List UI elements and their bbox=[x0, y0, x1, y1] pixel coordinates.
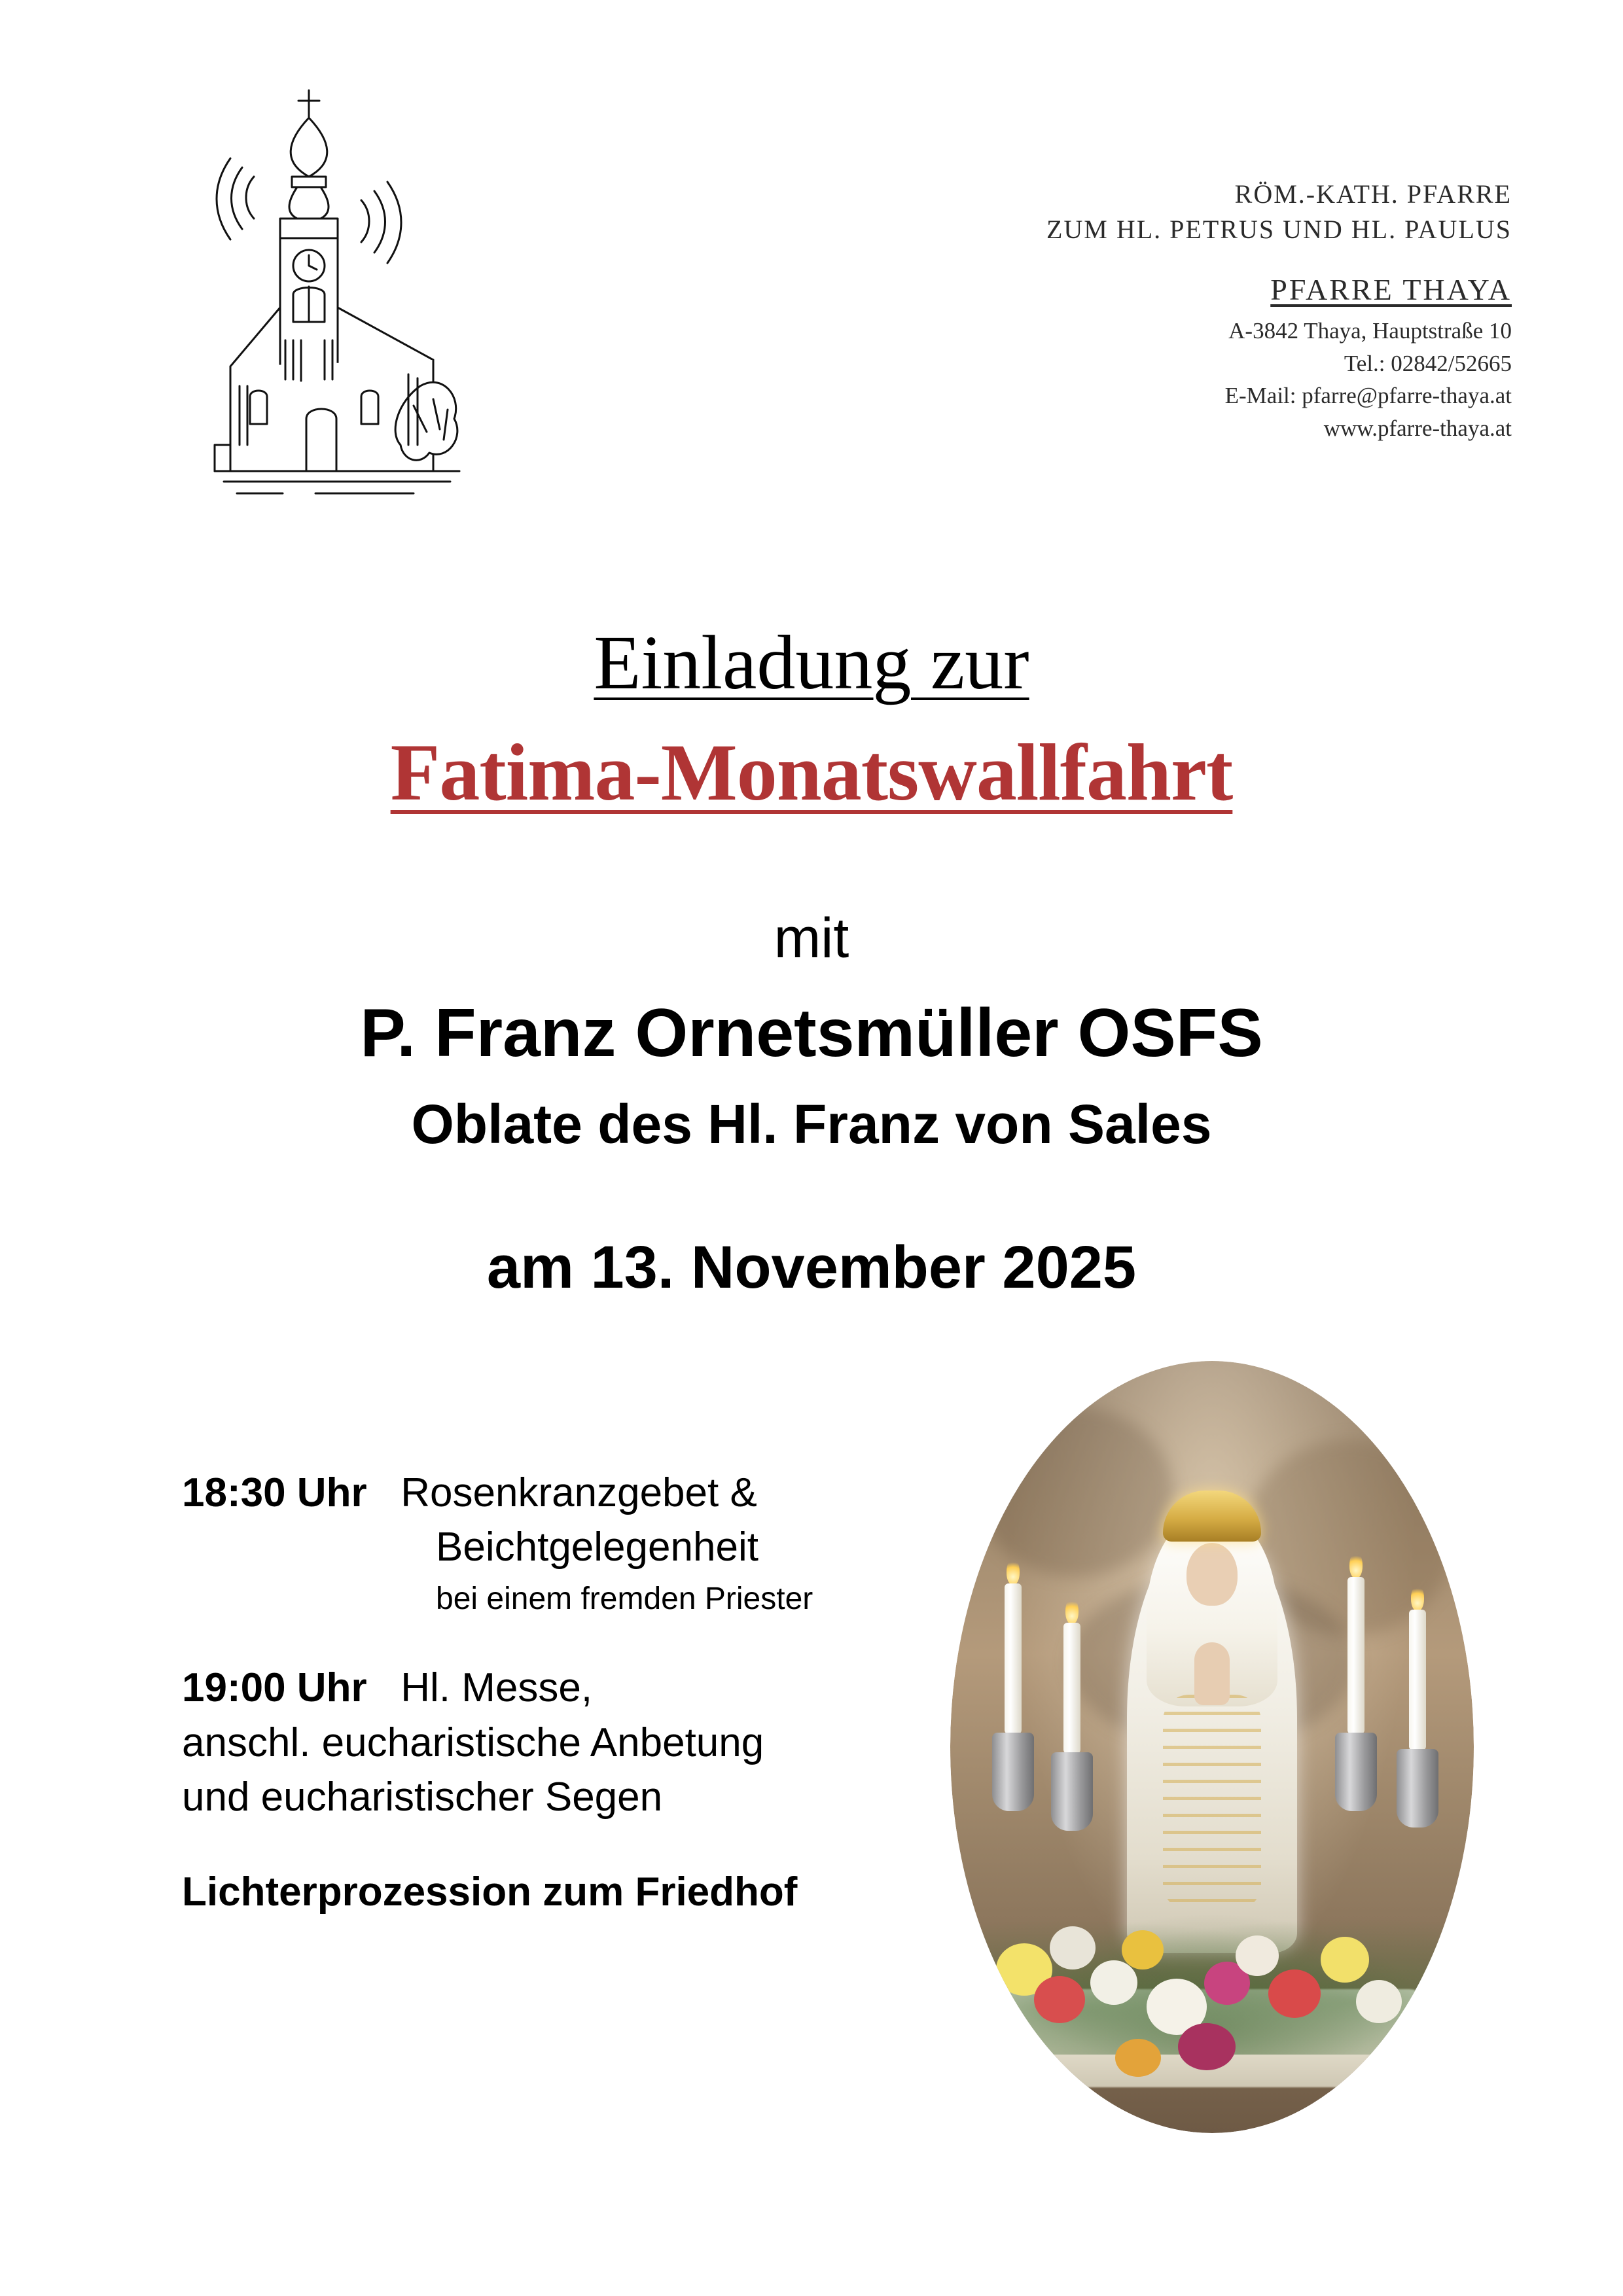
fatima-statue-photo bbox=[950, 1361, 1474, 2133]
parish-email: E-Mail: pfarre@pfarre-thaya.at bbox=[1224, 383, 1512, 409]
parish-line1: RÖM.-KATH. PFARRE bbox=[1234, 179, 1512, 209]
parish-contact-block bbox=[818, 177, 1512, 445]
schedule-time: 18:30 Uhr bbox=[182, 1470, 367, 1515]
document-header bbox=[0, 0, 1623, 576]
parish-phone: Tel.: 02842/52665 bbox=[1344, 350, 1512, 376]
schedule-text-line2: anschl. eucharistische Anbetung bbox=[182, 1720, 764, 1765]
parish-address: A-3842 Thaya, Hauptstraße 10 bbox=[1228, 318, 1512, 344]
schedule-text: Rosenkranzgebet & bbox=[401, 1470, 757, 1515]
schedule-text-line3: und eucharistischer Segen bbox=[182, 1774, 663, 1820]
church-sketch-icon bbox=[152, 79, 492, 550]
schedule-time: 19:00 Uhr bbox=[182, 1665, 367, 1711]
closing-note: Lichterprozession zum Friedhof bbox=[182, 1869, 798, 1915]
parish-name: PFARRE THAYA bbox=[1270, 273, 1512, 306]
priest-order: Oblate des Hl. Franz von Sales bbox=[411, 1093, 1212, 1155]
schedule-text: Hl. Messe, bbox=[401, 1665, 593, 1711]
with-label: mit bbox=[774, 907, 849, 970]
schedule-list bbox=[182, 1466, 1000, 1919]
invitation-heading: Einladung zur bbox=[594, 620, 1029, 705]
event-date: am 13. November 2025 bbox=[486, 1234, 1137, 1301]
schedule-item bbox=[182, 1466, 1000, 1620]
schedule-subnote: bei einem fremden Priester bbox=[436, 1581, 813, 1617]
schedule-text-line2: Beichtgelegenheit bbox=[436, 1525, 758, 1570]
event-title: Fatima-Monatswallfahrt bbox=[390, 728, 1233, 817]
parish-line2: ZUM HL. PETRUS UND HL. PAULUS bbox=[1046, 215, 1512, 244]
priest-name: P. Franz Ornetsmüller OSFS bbox=[360, 995, 1263, 1071]
schedule-item bbox=[182, 1661, 1000, 1824]
flower-arrangement bbox=[950, 1852, 1474, 2133]
parish-website: www.pfarre-thaya.at bbox=[1323, 415, 1512, 442]
